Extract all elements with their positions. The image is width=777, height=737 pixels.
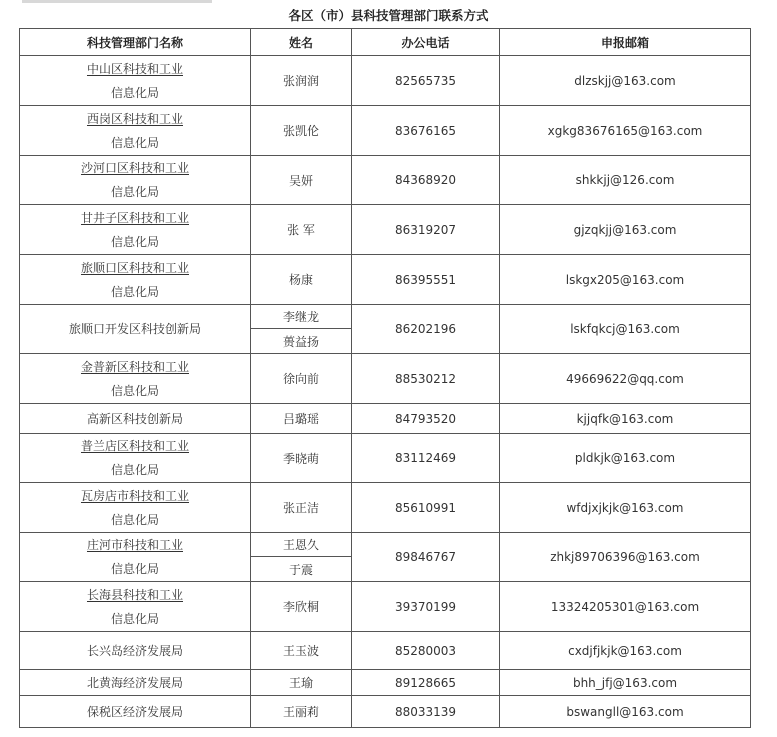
dept-cell xyxy=(20,404,251,434)
dept-name-line: 庄河市科技和工业 xyxy=(86,538,183,552)
contact-name: 张润润 xyxy=(251,56,352,106)
office-phone: 39370199 xyxy=(352,582,500,632)
dept-cell xyxy=(20,56,251,106)
dept-name-line: 信息化局 xyxy=(110,135,159,150)
header-name: 姓名 xyxy=(251,29,352,56)
office-phone: 85610991 xyxy=(352,483,500,533)
dept-cell xyxy=(20,696,251,728)
dept-name-line: 高新区科技创新局 xyxy=(86,411,183,426)
dept-cell xyxy=(20,354,251,404)
report-email: lskgx205@163.com xyxy=(500,255,751,305)
dept-name-line: 信息化局 xyxy=(110,185,159,199)
table-row xyxy=(20,354,751,404)
dept-cell xyxy=(20,255,251,305)
header-dept: 科技管理部门名称 xyxy=(20,29,251,56)
contact-name: 季晓萌 xyxy=(251,434,352,483)
dept-name-line: 信息化局 xyxy=(110,463,159,477)
office-phone: 84368920 xyxy=(352,156,500,205)
contact-name: 李欣桐 xyxy=(251,582,352,632)
dept-name-line: 甘井子区科技和工业 xyxy=(80,210,189,225)
contact-table xyxy=(19,28,751,728)
contact-name: 吕璐瑶 xyxy=(251,404,352,434)
office-phone: 89128665 xyxy=(352,670,500,696)
table-row xyxy=(20,483,751,533)
dept-name-line: 西岗区科技和工业 xyxy=(86,111,183,126)
report-email: gjzqkjj@163.com xyxy=(500,205,751,255)
dept-name-line: 信息化局 xyxy=(110,611,159,626)
table-row xyxy=(20,582,751,632)
contact-name: 王恩久 xyxy=(251,533,352,557)
dept-cell xyxy=(20,434,251,483)
table-row xyxy=(20,156,751,205)
dept-cell xyxy=(20,483,251,533)
dept-name-line: 长兴岛经济发展局 xyxy=(86,643,183,658)
table-row xyxy=(20,106,751,156)
contact-name: 杨康 xyxy=(251,255,352,305)
office-phone: 86319207 xyxy=(352,205,500,255)
report-email: pldkjk@163.com xyxy=(500,434,751,483)
dept-name-line: 信息化局 xyxy=(110,234,159,249)
report-email: shkkjj@126.com xyxy=(500,156,751,205)
dept-name-line: 信息化局 xyxy=(110,562,159,576)
dept-name-line: 旅顺口区科技和工业 xyxy=(80,260,189,275)
contact-name: 徐向前 xyxy=(251,354,352,404)
table-row xyxy=(20,533,751,557)
office-phone: 83112469 xyxy=(352,434,500,483)
report-email: xgkg83676165@163.com xyxy=(500,106,751,156)
dept-name-line: 信息化局 xyxy=(110,383,159,398)
table-row xyxy=(20,305,751,329)
office-phone: 88530212 xyxy=(352,354,500,404)
table-row xyxy=(20,56,751,106)
office-phone: 85280003 xyxy=(352,632,500,670)
dept-cell xyxy=(20,670,251,696)
report-email: 49669622@qq.com xyxy=(500,354,751,404)
dept-name-line: 普兰店区科技和工业 xyxy=(80,439,189,453)
dept-name-line: 信息化局 xyxy=(110,512,159,527)
office-phone: 83676165 xyxy=(352,106,500,156)
table-row xyxy=(20,670,751,696)
dept-name-line: 沙河口区科技和工业 xyxy=(80,161,189,175)
dept-name-line: 北黄海经济发展局 xyxy=(86,675,183,690)
office-phone: 89846767 xyxy=(352,533,500,582)
table-row xyxy=(20,632,751,670)
contact-name: 于震 xyxy=(251,557,352,582)
office-phone: 86395551 xyxy=(352,255,500,305)
dept-name-line: 保税区经济发展局 xyxy=(86,704,183,719)
contact-name: 王瑜 xyxy=(251,670,352,696)
report-email: 13324205301@163.com xyxy=(500,582,751,632)
dept-cell xyxy=(20,106,251,156)
table-row xyxy=(20,404,751,434)
dept-name-line: 信息化局 xyxy=(110,284,159,299)
page-title: 各区（市）县科技管理部门联系方式 xyxy=(288,8,489,23)
dept-cell xyxy=(20,632,251,670)
dept-name-line: 金普新区科技和工业 xyxy=(80,359,189,374)
report-email: zhkj89706396@163.com xyxy=(500,533,751,582)
report-email: cxdjfjkjk@163.com xyxy=(500,632,751,670)
report-email: dlzskjj@163.com xyxy=(500,56,751,106)
report-email: bswangll@163.com xyxy=(500,696,751,728)
report-email: kjjqfk@163.com xyxy=(500,404,751,434)
header-email: 申报邮箱 xyxy=(500,29,751,56)
contact-name: 王丽莉 xyxy=(251,696,352,728)
report-email: bhh_jfj@163.com xyxy=(500,670,751,696)
contact-name: 吴妍 xyxy=(251,156,352,205)
table-row xyxy=(20,434,751,483)
office-phone: 82565735 xyxy=(352,56,500,106)
table-row xyxy=(20,696,751,728)
dept-name-line: 中山区科技和工业 xyxy=(86,61,183,76)
table-row xyxy=(20,255,751,305)
dept-name-line: 信息化局 xyxy=(110,85,159,100)
contact-name: 张 军 xyxy=(251,205,352,255)
top-decor-strip xyxy=(22,0,212,3)
dept-cell xyxy=(20,533,251,582)
office-phone: 84793520 xyxy=(352,404,500,434)
contact-name: 张凯伦 xyxy=(251,106,352,156)
dept-cell xyxy=(20,582,251,632)
table-header-row xyxy=(20,29,751,56)
table-row xyxy=(20,205,751,255)
report-email: lskfqkcj@163.com xyxy=(500,305,751,354)
office-phone: 88033139 xyxy=(352,696,500,728)
dept-name-line: 长海县科技和工业 xyxy=(86,587,183,602)
header-phone: 办公电话 xyxy=(352,29,500,56)
contact-name: 蒉益扬 xyxy=(251,329,352,354)
table-body xyxy=(20,56,751,728)
contact-name: 王玉波 xyxy=(251,632,352,670)
dept-cell xyxy=(20,205,251,255)
contact-name: 李继龙 xyxy=(251,305,352,329)
dept-cell xyxy=(20,305,251,354)
dept-name-line: 瓦房店市科技和工业 xyxy=(80,488,189,503)
dept-cell xyxy=(20,156,251,205)
contact-name: 张正洁 xyxy=(251,483,352,533)
dept-name-line: 旅顺口开发区科技创新局 xyxy=(68,322,201,336)
office-phone: 86202196 xyxy=(352,305,500,354)
report-email: wfdjxjkjk@163.com xyxy=(500,483,751,533)
